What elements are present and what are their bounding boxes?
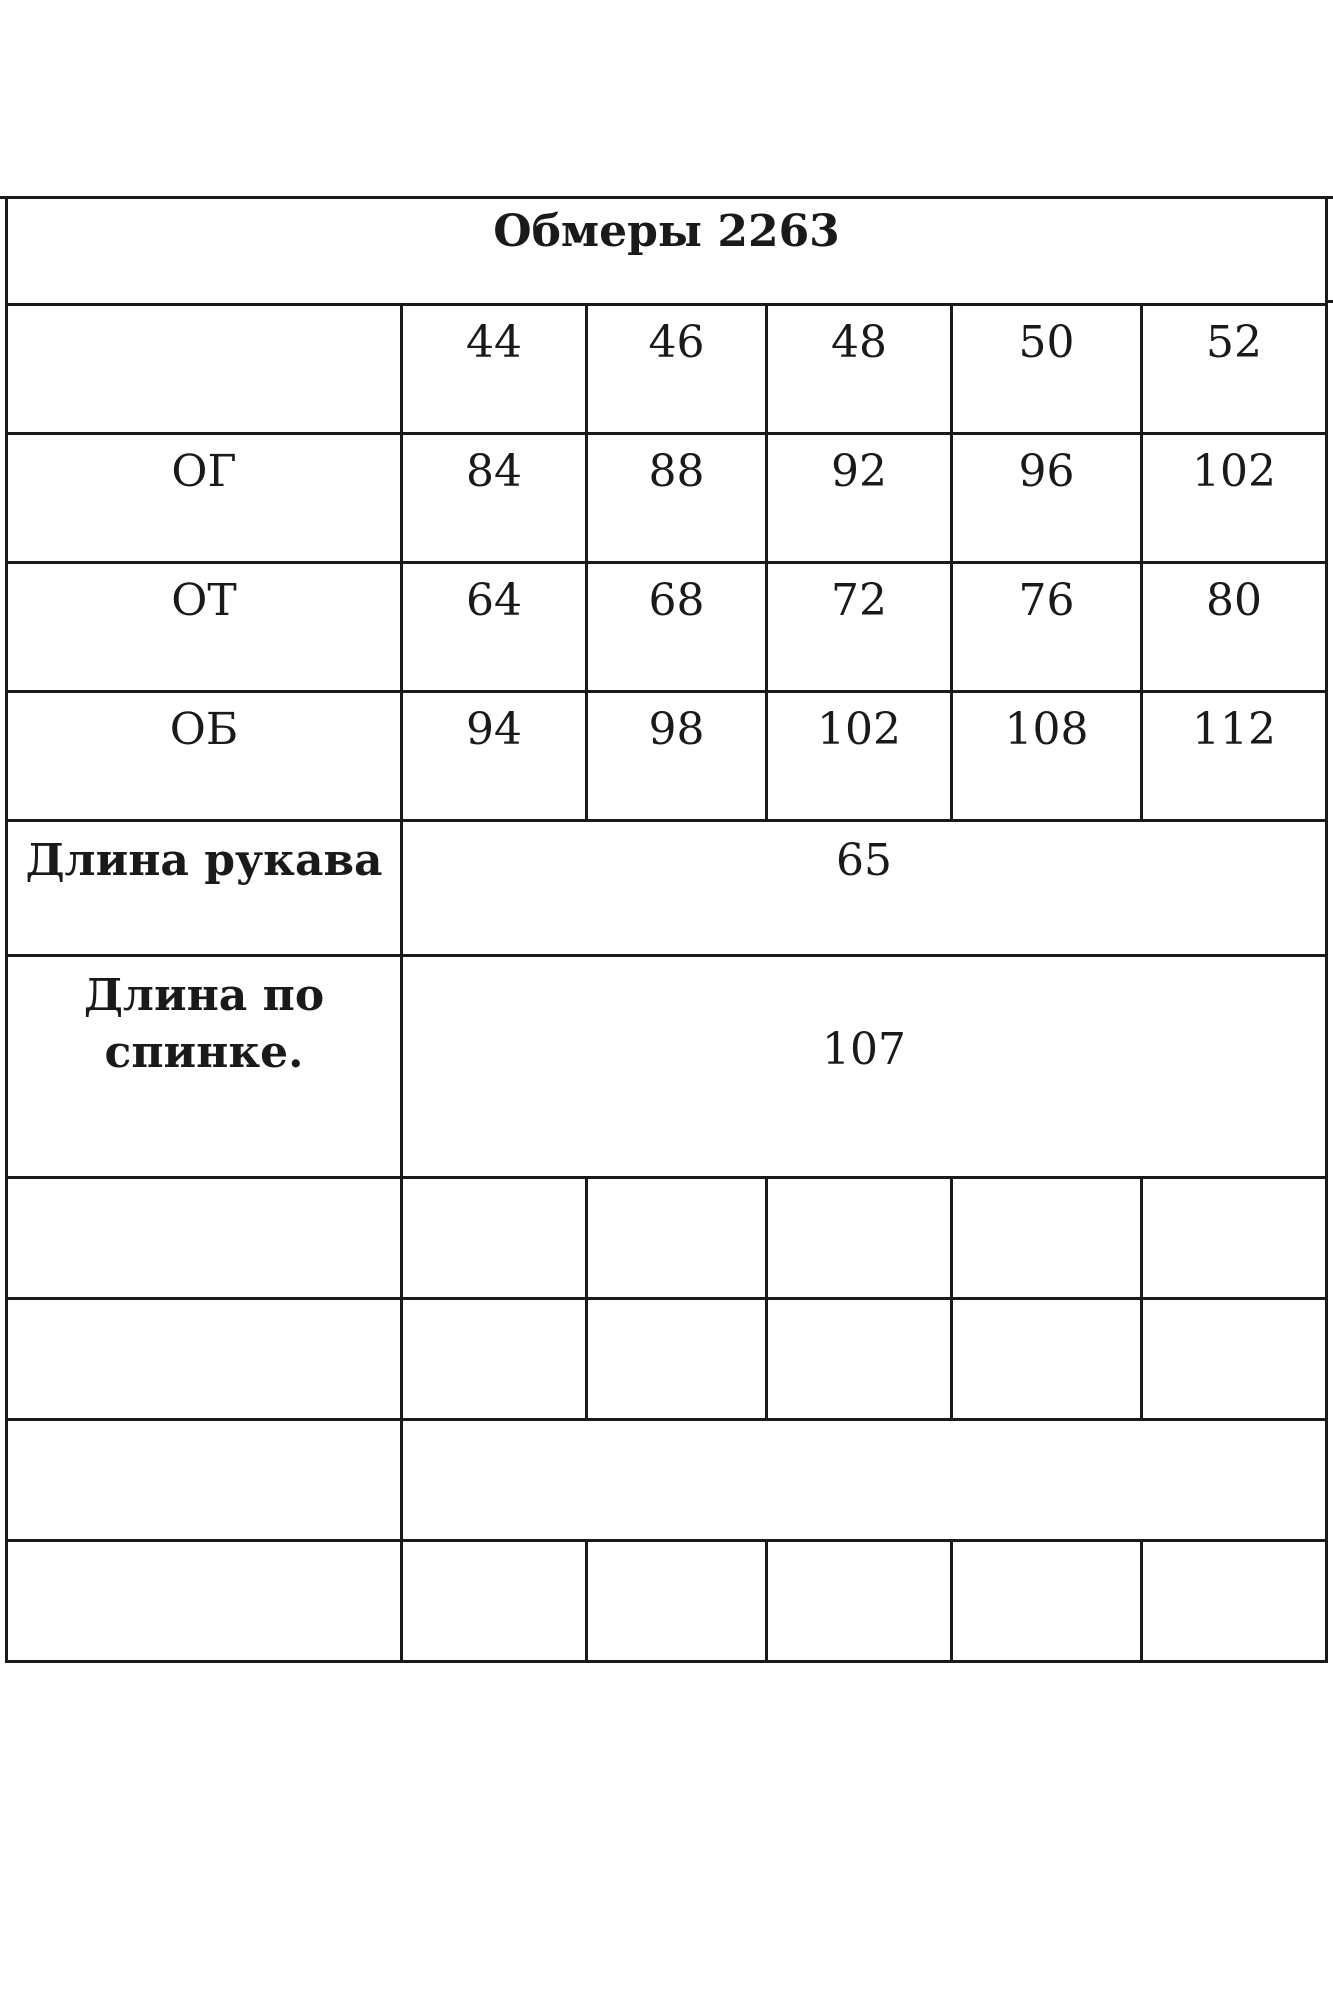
empty-cell [7,1178,402,1299]
table-cell: 64 [402,563,587,692]
empty-cell [7,1299,402,1420]
table-cell: 98 [587,692,767,821]
back-length-label-line1: Длина по [83,970,325,1021]
table-cell: 112 [1142,692,1327,821]
empty-cell [1142,1541,1327,1662]
table-row [7,692,1327,821]
row-label: ОТ [7,563,402,692]
empty-cell [767,1299,952,1420]
empty-cell [402,1178,587,1299]
table-cell: 102 [767,692,952,821]
table-cell: 102 [1142,434,1327,563]
empty-cell [952,1178,1142,1299]
size-header-cell: 48 [767,305,952,434]
empty-cell [1142,1299,1327,1420]
size-header-cell: 44 [402,305,587,434]
empty-cell [402,1299,587,1420]
sleeve-length-row [7,821,1327,956]
size-header-row [7,305,1327,434]
table-cell: 88 [587,434,767,563]
table-cell: 94 [402,692,587,821]
table-cell: 68 [587,563,767,692]
table-cell: 92 [767,434,952,563]
size-header-cell: 52 [1142,305,1327,434]
empty-row [7,1299,1327,1420]
table-cell: 72 [767,563,952,692]
table-cell: 76 [952,563,1142,692]
empty-cell [1142,1178,1327,1299]
empty-cell [952,1299,1142,1420]
empty-merged-row [7,1420,1327,1541]
empty-merged-cell [402,1420,1327,1541]
empty-cell [7,1541,402,1662]
title-row [7,198,1327,305]
empty-cell [587,1299,767,1420]
sleeve-length-value: 65 [402,821,1327,956]
empty-row [7,1541,1327,1662]
measurements-table [5,196,1328,1663]
table-title: Обмеры 2263 [7,198,1327,305]
empty-cell [767,1541,952,1662]
empty-row [7,1178,1327,1299]
empty-cell [7,1420,402,1541]
size-header-cell: 50 [952,305,1142,434]
empty-cell [402,1541,587,1662]
table-cell: 108 [952,692,1142,821]
sleeve-length-label: Длина рукава [7,821,402,956]
row-label: ОГ [7,434,402,563]
back-length-label-line2: спинке. [104,1027,304,1079]
table-cell: 84 [402,434,587,563]
table-cell: 96 [952,434,1142,563]
back-length-label [7,956,402,1178]
empty-cell [952,1541,1142,1662]
size-header-cell: 46 [587,305,767,434]
table-cell: 80 [1142,563,1327,692]
empty-cell [587,1541,767,1662]
back-length-row [7,956,1327,1178]
back-length-value: 107 [402,956,1327,1178]
table-row [7,434,1327,563]
empty-cell [587,1178,767,1299]
size-header-blank [7,305,402,434]
empty-cell [767,1178,952,1299]
table-row [7,563,1327,692]
row-label: ОБ [7,692,402,821]
